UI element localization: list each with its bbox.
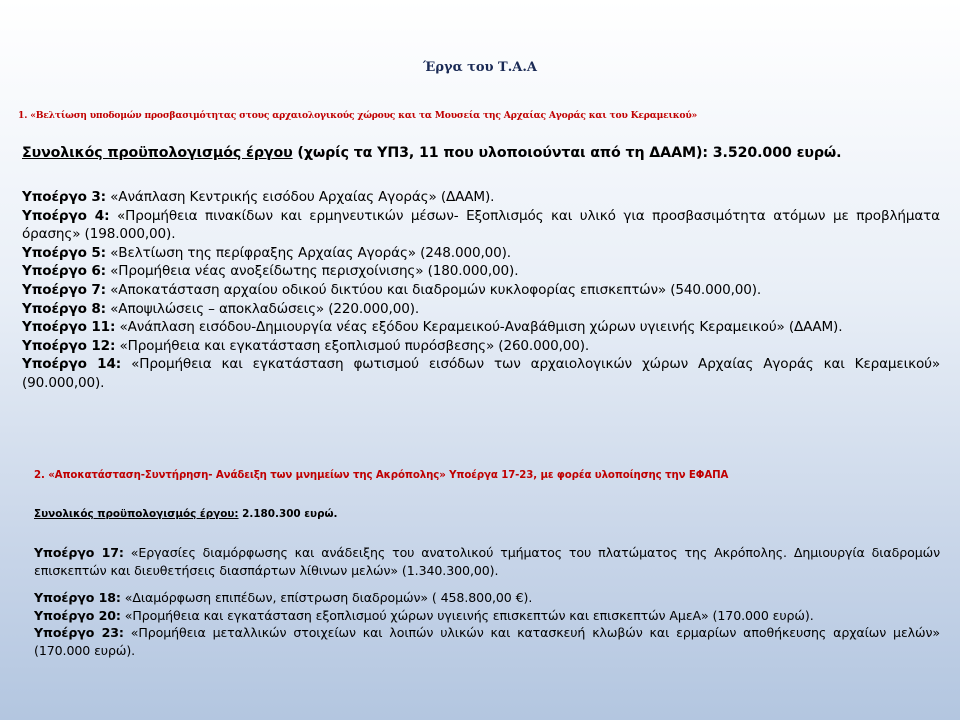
section2-budget-text: 2.180.300 ευρώ.: [238, 508, 338, 520]
subproject-item: [22, 262, 940, 281]
subproject-item: [22, 300, 940, 319]
section1-budget-text: (χωρίς τα ΥΠ3, 11 που υλοποιούνται από τη ΔΑΑΜ): 3.520.000 ευρώ.: [292, 145, 842, 161]
page-title: Έργα του Τ.Α.Α: [423, 60, 537, 75]
section2-budget-label: Συνολικός προϋπολογισμός έργου:: [34, 508, 239, 520]
subproject-item: [34, 624, 940, 659]
subproject-text: «Ανάπλαση εισόδου-Δημιουργία νέας εξόδου Κεραμεικού-Αναβάθμιση χώρων υγιεινής Κεραμεικού» (ΔΑΑΜ).: [115, 319, 843, 336]
subproject-text: «Προμήθεια και εγκατάσταση φωτισμού εισόδων των αρχαιολογικών χώρων Αρχαίας Αγοράς και Κεραμεικού» (90.000,00).: [22, 356, 940, 391]
subproject-label: Υποέργο 17:: [34, 545, 124, 560]
subproject-item: [22, 281, 940, 300]
subproject-item: [22, 188, 940, 207]
subproject-label: Υποέργο 23:: [34, 625, 124, 641]
subproject-text: «Προμήθεια νέας ανοξείδωτης περισχοίνισης» (180.000,00).: [105, 263, 519, 280]
section1-budget-label: Συνολικός προϋπολογισμός έργου: [22, 145, 293, 161]
subproject-item: [22, 355, 940, 392]
subproject-text: «Αποψιλώσεις – αποκλαδώσεις» (220.000,00).: [105, 300, 420, 317]
subproject-label: Υποέργο 8:: [22, 300, 106, 317]
subproject-label: Υποέργο 11:: [22, 319, 116, 336]
subproject-item: [22, 318, 940, 337]
subproject-text: «Εργασίες διαμόρφωσης και ανάδειξης του ανατολικού τμήματος του πλατώματος της Ακρόπολης. Δημιουργία διαδρομών επισκεπτών και διευθετήσεις διασπάρτων λίθινων μελών» (1.340.300,00).: [34, 545, 940, 578]
subproject-item: [34, 544, 940, 579]
subproject-text: «Προμήθεια μεταλλικών στοιχείων και λοιπών υλικών και κατασκευή κλωβών και ερμαρίων αποθήκευσης αρχαίων μελών» (170.000 ευρώ).: [34, 625, 940, 658]
section2-heading: 2. «Αποκατάσταση-Συντήρηση- Ανάδειξη των μνημείων της Ακρόπολης» Υποέργα 17-23, με φορέα υλοποίησης την ΕΦΑΠΑ: [34, 470, 729, 481]
subproject-label: Υποέργο 20:: [34, 607, 121, 623]
subproject-text: «Βελτίωση της περίφραξης Αρχαίας Αγοράς» (248.000,00).: [105, 244, 511, 261]
subproject-label: Υποέργο 4:: [22, 207, 110, 224]
subproject-text: «Αποκατάσταση αρχαίου οδικού δικτύου και διαδρομών κυκλοφορίας επισκεπτών» (540.000,00).: [105, 281, 762, 298]
subproject-text: «Διαμόρφωση επιπέδων, επίστρωση διαδρομών» ( 458.800,00 €).: [120, 590, 533, 606]
section2-budget: [34, 508, 338, 520]
subproject-label: Υποέργο 6:: [22, 263, 106, 280]
subproject-item: [22, 207, 940, 244]
subproject-text: «Προμήθεια και εγκατάσταση εξοπλισμού χώρων υγιεινής επισκεπτών και επισκεπτών ΑμεΑ» (170.000 ευρώ).: [120, 607, 814, 623]
subproject-item: [22, 337, 940, 356]
section1-heading: 1. «Βελτίωση υποδομών προσβασιμότητας στους αρχαιολογικούς χώρους και τα Μουσεία της Αρχαίας Αγοράς και του Κεραμεικού»: [18, 110, 698, 121]
section1-subproject-list: [22, 188, 940, 393]
subproject-label: Υποέργο 3:: [22, 189, 106, 205]
section1-budget: [22, 145, 942, 161]
section2-subproject-list: [34, 544, 940, 660]
subproject-label: Υποέργο 5:: [22, 244, 106, 261]
subproject-text: «Προμήθεια και εγκατάσταση εξοπλισμού πυρόσβεσης» (260.000,00).: [115, 337, 590, 354]
subproject-label: Υποέργο 7:: [22, 281, 106, 298]
subproject-label: Υποέργο 12:: [22, 337, 116, 354]
subproject-text: «Ανάπλαση Κεντρικής εισόδου Αρχαίας Αγοράς» (ΔΑΑΜ).: [105, 189, 495, 205]
subproject-text: «Προμήθεια πινακίδων και ερμηνευτικών μέσων- Εξοπλισμός και υλικό για προσβασιμότητα ατόμων με προβλήματα όρασης» (198.000,00).: [22, 207, 940, 243]
subproject-label: Υποέργο 18:: [34, 590, 121, 606]
subproject-item: [34, 607, 940, 625]
subproject-item: [22, 244, 940, 263]
subproject-label: Υποέργο 14:: [22, 356, 122, 373]
subproject-item: [34, 589, 940, 607]
